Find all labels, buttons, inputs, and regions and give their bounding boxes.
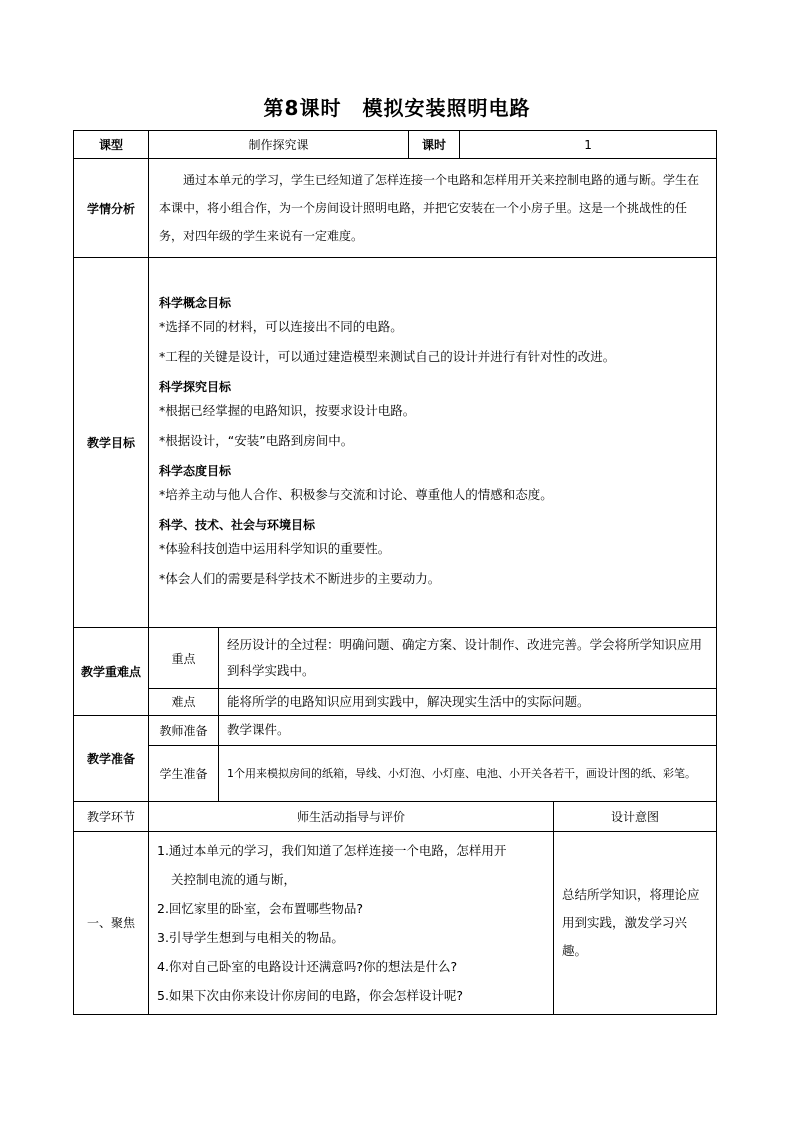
goal-item: *根据设计，“安装”电路到房间中。 — [159, 433, 354, 448]
row-situation — [74, 159, 717, 258]
label-period: 课时 — [409, 131, 460, 159]
value-course-type: 制作探究课 — [149, 131, 409, 159]
activity-line: 1.通过本单元的学习，我们知道了怎样连接一个电路，怎样用开 — [157, 842, 507, 858]
label-goals: 教学目标 — [74, 258, 149, 628]
goal-heading: 科学态度目标 — [159, 464, 232, 478]
goal-heading: 科学概念目标 — [159, 296, 232, 310]
row-student-prep — [74, 745, 717, 801]
label-key: 重点 — [149, 628, 219, 689]
activity-line: 5.如果下次由你来设计你房间的电路，你会怎样设计呢? — [157, 987, 464, 1003]
header-activity: 师生活动指导与评价 — [149, 801, 554, 831]
row-teacher-prep — [74, 715, 717, 745]
header-phase: 教学环节 — [74, 801, 149, 831]
activity-line: 2.回忆家里的卧室，会布置哪些物品? — [157, 900, 364, 916]
label-student-prep: 学生准备 — [149, 745, 219, 801]
row-stage-focus — [74, 831, 717, 1014]
goal-item: *培养主动与他人合作、积极参与交流和讨论、尊重他人的情感和态度。 — [159, 487, 553, 502]
row-course-type — [74, 131, 717, 159]
goal-heading: 科学探究目标 — [159, 380, 232, 394]
goal-item: *根据已经掌握的电路知识，按要求设计电路。 — [159, 403, 416, 418]
label-teacher-prep: 教师准备 — [149, 715, 219, 745]
row-section-header — [74, 801, 717, 831]
stage-label: 一、聚焦 — [74, 831, 149, 1014]
page-title: 第8课时 模拟安装照明电路 — [263, 96, 531, 120]
hard-text: 能将所学的电路知识应用到实践中，解决现实生活中的实际问题。 — [219, 689, 717, 716]
label-situation: 学情分析 — [74, 159, 149, 258]
activity-line: 关控制电流的通与断， — [171, 871, 297, 887]
lesson-plan-table — [73, 130, 717, 1015]
key-text: 经历设计的全过程：明确问题、确定方案、设计制作、改进完善。学会将所学知识应用到科学实践中。 — [219, 628, 717, 689]
goal-item: *体验科技创造中运用科学知识的重要性。 — [159, 541, 391, 556]
row-key-point — [74, 628, 717, 689]
situation-text: 通过本单元的学习，学生已经知道了怎样连接一个电路和怎样用开关来控制电路的通与断。学生在本课中，将小组合作，为一个房间设计照明电路，并把它安装在一个小房子里。这是一个挑战性的任务，对四年级的学生来说有一定难度。 — [149, 159, 717, 258]
stage-intent: 总结所学知识，将理论应用到实践，激发学习兴 趣。 — [554, 831, 717, 1014]
row-hard-point — [74, 689, 717, 716]
label-course-type: 课型 — [74, 131, 149, 159]
activity-line: 4.你对自己卧室的电路设计还满意吗?你的想法是什么? — [157, 958, 458, 974]
label-hard: 难点 — [149, 689, 219, 716]
goal-item: *选择不同的材料，可以连接出不同的电路。 — [159, 319, 403, 334]
goals-content — [149, 258, 717, 628]
goal-heading: 科学、技术、社会与环境目标 — [159, 518, 316, 532]
teacher-prep-text: 教学课件。 — [219, 715, 717, 745]
value-period: 1 — [460, 131, 717, 159]
stage-activities — [149, 831, 554, 1014]
goal-item: *体会人们的需要是科学技术不断进步的主要动力。 — [159, 571, 441, 586]
row-goals — [74, 258, 717, 628]
activity-line: 3.引导学生想到与电相关的物品。 — [157, 929, 344, 945]
goal-item: *工程的关键是设计，可以通过建造模型来测试自己的设计并进行有针对性的改进。 — [159, 349, 616, 364]
header-intent: 设计意图 — [554, 801, 717, 831]
label-prep: 教学准备 — [74, 715, 149, 801]
label-key-points: 教学重难点 — [74, 628, 149, 716]
student-prep-text: 1个用来模拟房间的纸箱，导线、小灯泡、小灯座、电池、小开关各若干，画设计图的纸、彩笔。 — [219, 745, 717, 801]
